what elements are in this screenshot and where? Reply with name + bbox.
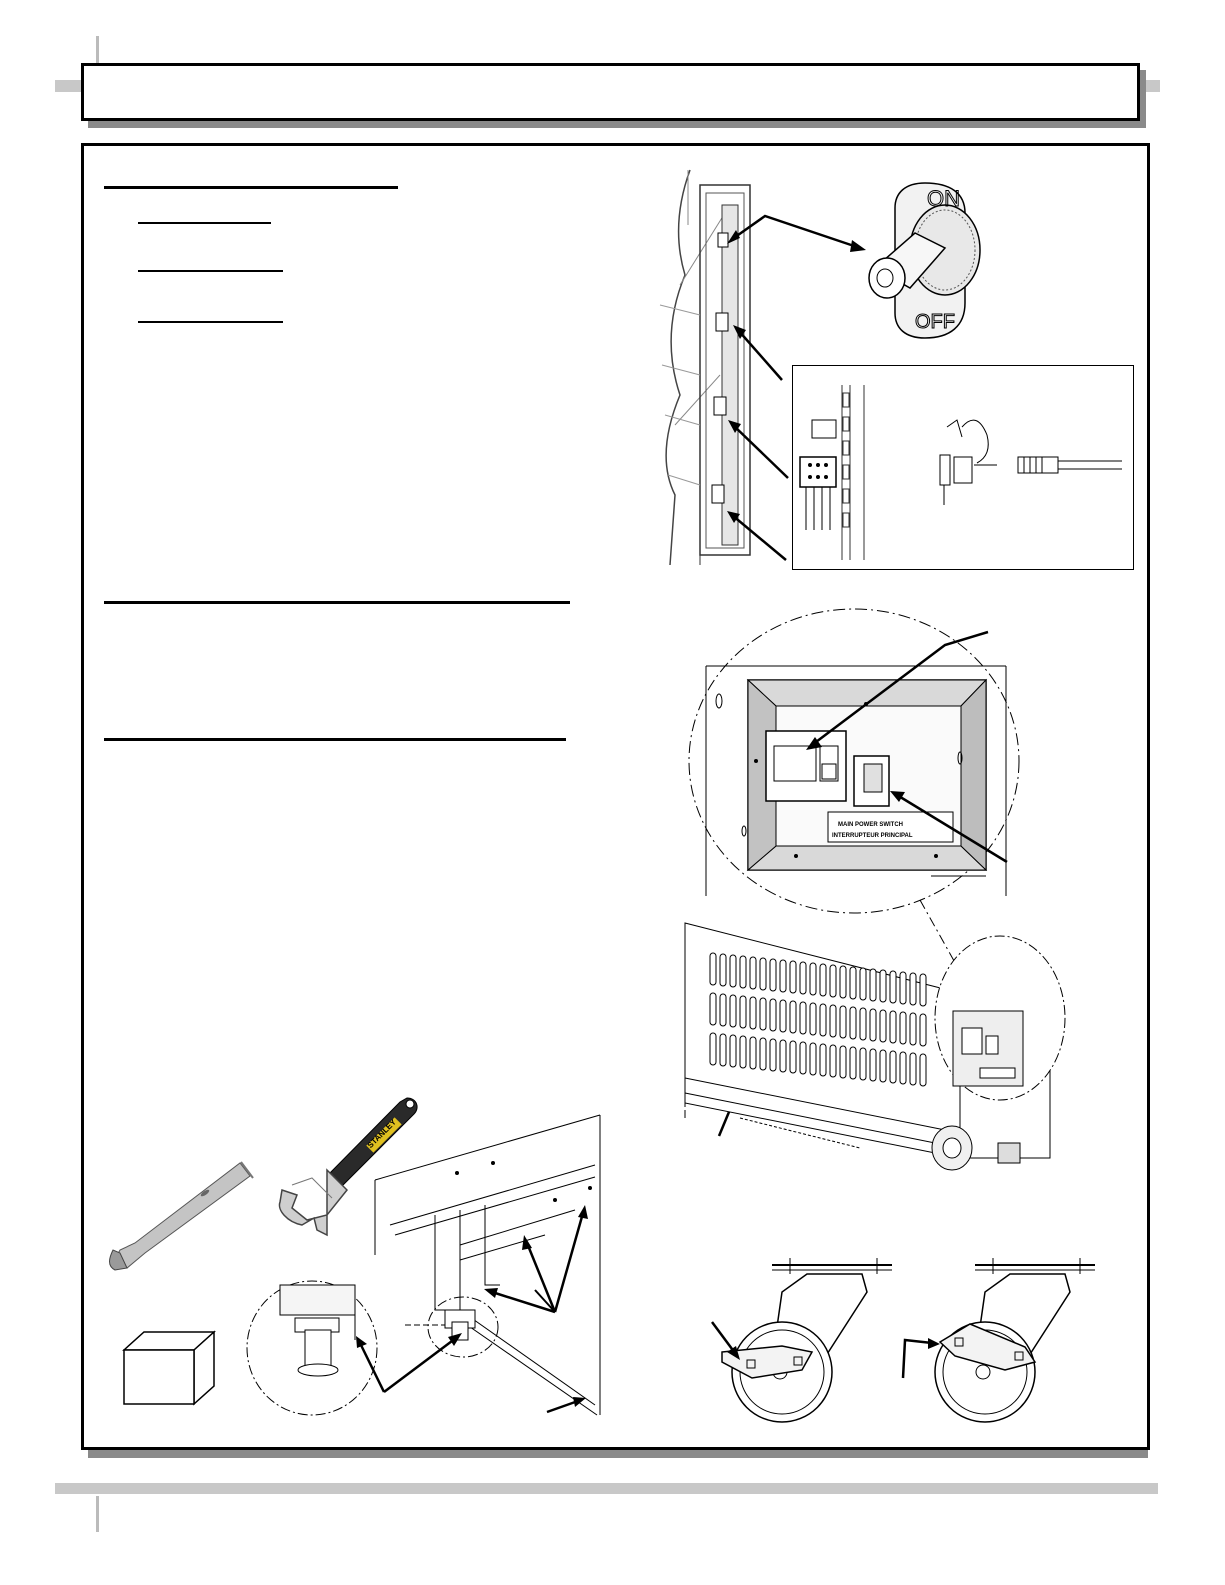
breaker-label-line2: INTERRUPTEUR PRINCIPAL [832, 833, 913, 839]
block-cube-illustration [120, 1328, 218, 1408]
switch-on-text: ON [927, 186, 960, 211]
breaker-label-line1: MAIN POWER SWITCH [838, 822, 903, 828]
wrench-brand-text: STANLEY [365, 1117, 398, 1150]
switch-off-text: OFF [915, 311, 955, 333]
